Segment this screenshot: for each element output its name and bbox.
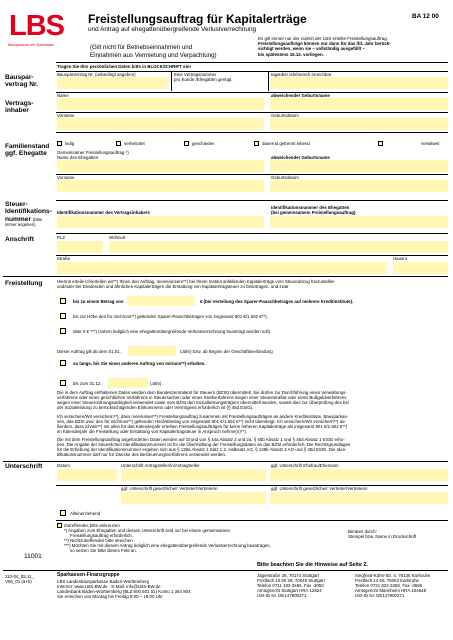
gilt-nicht-note bbox=[90, 44, 217, 61]
name-field[interactable] bbox=[57, 98, 264, 110]
checkbox-pauschbetrag[interactable] bbox=[60, 313, 66, 319]
bsv-label: Bausparvertrag Nr. (unbedingt angeben) bbox=[57, 72, 136, 77]
gemeinsamer-label bbox=[57, 150, 129, 160]
checkbox-alleinerziehend[interactable] bbox=[60, 510, 66, 516]
label-familienstand-1: Familienstand bbox=[5, 143, 50, 150]
gilt-nicht-line2: Einnahmen aus Vermietung und Verpachtung) bbox=[90, 52, 217, 60]
checkbox-bis-zum[interactable] bbox=[60, 380, 66, 386]
wohnort-label: Wohnort bbox=[109, 235, 126, 240]
label-vertragsinhaber-2: inhaber bbox=[5, 107, 29, 115]
footer-company-name: Sparkassen-Finanzgruppe bbox=[57, 572, 120, 578]
idnr-ehe-field[interactable] bbox=[270, 216, 448, 228]
abw-geburtsname2-field[interactable] bbox=[270, 160, 448, 172]
footnotes bbox=[64, 523, 284, 553]
footer-addr-3: Landesbank Baden-Württemberg (BLZ 600 501 01) Konto 1 364 804 bbox=[57, 588, 191, 594]
unt-ges2-label: ggf. Unterschrift gesetzliche/r Vertreter/Vertreterin bbox=[271, 486, 368, 491]
gilt-ab-label-b: (Jahr) bzw. ab Beginn der Geschäftsverbindung bbox=[180, 349, 273, 354]
footer-addr-4: Sie erreichen uns Montag bis Freitag 8:00 – 18:00 Uhr bbox=[57, 593, 163, 599]
checkbox-bis-betrag[interactable] bbox=[60, 298, 66, 304]
footer-ka-3: Telefon 0721 822-3456, Fax -3660 bbox=[355, 583, 423, 589]
idnr-inhaber-field[interactable] bbox=[57, 216, 264, 228]
datenschutz-text-2: ben. Die Angabe der steuerlichen Identifikationsnummer ist für die Übermittlung der Freistellungsdaten an das BZSt erforderlich. Die Rechtsgrundlagen bbox=[57, 442, 351, 448]
label-bausparvertrag bbox=[5, 74, 38, 89]
plz-field[interactable] bbox=[57, 241, 103, 253]
gemeinsamer-line1: Gemeinsamer Freistellungsauftrag *) bbox=[57, 150, 129, 155]
bzst-text-2: verfahrens oder eines gerichtlichen Verfahrens in Steuersachen oder eines Strafverfahrens wegen einer Steuerstraftat oder eines Bußgeldverfahrens bbox=[57, 395, 347, 401]
opt1-label-b: € (bei Verteilung des Sparer-Pauschbetrages auf mehrere Kreditinstitute). bbox=[200, 299, 354, 304]
abw-geburtsname-field[interactable] bbox=[270, 98, 448, 110]
strasse-field[interactable] bbox=[57, 262, 387, 274]
freistellung-text-1: Hiermit erteile ich/erteilen wir**) Ihnen den Auftrag, meine/unsere**) bei Ihrem Institut anfallenden Kapitalerträge vom Steuerabzug freizustellen bbox=[57, 279, 335, 284]
vorname2-field[interactable] bbox=[57, 180, 264, 192]
gilt-nicht-line1: (Gilt nicht für Betriebseinnahmen und bbox=[90, 44, 193, 51]
label-freistellung: Freistellung bbox=[5, 280, 43, 287]
section-rule bbox=[3, 461, 448, 462]
footnote-4: **) Nichtzutreffendes bitte streichen bbox=[64, 538, 133, 544]
footer-rule bbox=[3, 570, 448, 571]
unt-ges1-field[interactable] bbox=[121, 492, 266, 504]
label-vertragsinhaber bbox=[5, 100, 34, 115]
page-subtitle: und Antrag auf ehegattenübergreifende Verlustverrechnung bbox=[88, 26, 257, 33]
label-anschrift: Anschrift bbox=[5, 236, 34, 243]
footer-ka-4: Amtsgericht Mannheim HRA 104548 bbox=[355, 588, 427, 594]
versicherung-text-1: Ich versichere/Wir versichern**), dass mein/unser**) Freistellungsauftrag zusammen mit Freistellungsaufträgen an andere Kreditinstitute, Bausparkas- bbox=[57, 414, 349, 419]
freistellung-text-2: und/oder bei Dividenden und ähnlichen Kapitalerträgen die Erstattung von Kapitalertragsteuer zu beantragen, und zwar bbox=[57, 284, 289, 290]
row-rule bbox=[56, 485, 448, 486]
label-familienstand-2: ggf. Ehegatte bbox=[5, 150, 47, 158]
footer-st-1: Jägerstraße 36, 70174 Stuttgart bbox=[257, 573, 319, 578]
bzst-text bbox=[57, 390, 448, 410]
unt-ges1-label: ggf. Unterschrift gesetzliche/r Vertreter/Vertreterin bbox=[121, 486, 218, 491]
notice-line3: sichtigt werden, wenn sie – vollständig ausgefüllt – bbox=[258, 46, 365, 52]
geburtsdatum-label: Geburtsdatum bbox=[271, 113, 299, 118]
datenschutz-text bbox=[57, 437, 448, 457]
datenschutz-text-4: tifikationsnummer darf nur für Zwecke des Besteuerungsverfahrens verwendet werden. bbox=[57, 452, 227, 458]
checkbox-verheiratet[interactable] bbox=[116, 141, 121, 146]
footnote-1: Zutreffendes bitte ankreuzen bbox=[64, 523, 120, 528]
opt-verwitwet: verwitwet bbox=[421, 141, 440, 146]
betrag-field[interactable] bbox=[127, 296, 195, 306]
checkbox-so-lange[interactable] bbox=[60, 360, 66, 366]
beraten-line1: Beraten durch: bbox=[348, 529, 377, 534]
datum-label: Datum bbox=[57, 463, 70, 468]
eine-vertrag-label bbox=[174, 72, 233, 82]
checkbox-getrennt[interactable] bbox=[254, 141, 259, 146]
lbs-logo-mark bbox=[8, 8, 64, 42]
opt3-label: über 0 € ***) (sofern lediglich eine ehegattenübergreifende Verlustverrechnung beantragt werden soll). bbox=[73, 329, 272, 334]
label-steuerid bbox=[5, 201, 52, 227]
datum-field[interactable] bbox=[57, 469, 117, 481]
instruction-text: Tragen Sie Ihre persönlichen Daten bitte in BLOCKSCHRIFT ein! bbox=[57, 64, 191, 69]
bzst-text-1: Die in dem Auftrag enthaltenen Daten werden dem Bundeszentralamt für Steuern (BZSt) übermittelt. Sie dürfen zur Durchführung eines Verwaltungs- bbox=[57, 390, 347, 395]
row-rule bbox=[56, 174, 448, 175]
gilt-bis-year-field[interactable] bbox=[108, 378, 148, 388]
wohnort-field[interactable] bbox=[109, 241, 448, 253]
footer-st-4: Amtsgericht Stuttgart HRA 12824 bbox=[257, 588, 322, 594]
versicherung-text-3: ßerdem, dass ich/wir**) mit allen für das Kalenderjahr erteilten Freistellungsaufträgen für keine höheren Kapitalerträge als insgesamt 801 €/1.602 €**) bbox=[57, 424, 348, 430]
beraten-label bbox=[348, 529, 416, 539]
label-steuerid-5: immer angeben) bbox=[5, 221, 36, 227]
checkbox-null[interactable] bbox=[60, 328, 66, 334]
bsv-divider bbox=[171, 71, 172, 91]
label-steuerid-3: nummer bbox=[5, 215, 32, 223]
top-rule bbox=[56, 62, 448, 63]
abw-geburtsname2-label: abweichender Geburtsname bbox=[271, 155, 330, 160]
checkbox-geschieden[interactable] bbox=[184, 141, 189, 146]
bzst-text-4: der Sozialleistung zu berücksichtigenden Einkommens oder Vermögens erforderlich ist (§ 45d EStG). bbox=[57, 405, 254, 411]
abw-geburtsname-label: abweichender Geburtsname bbox=[271, 93, 330, 98]
label-bausparvertrag-1: Bauspar- bbox=[5, 74, 34, 81]
page-title: Freistellungsauftrag für Kapitalerträge bbox=[88, 12, 307, 26]
geburtsdatum-field[interactable] bbox=[270, 118, 448, 130]
version-line2: V06_01 (a+b) bbox=[5, 579, 32, 585]
version-line1: 110-04_05.11_ bbox=[5, 574, 34, 579]
unt-ges2-field[interactable] bbox=[270, 492, 448, 504]
row-rule bbox=[56, 92, 448, 93]
label-vertragsinhaber-1: Vertrags- bbox=[5, 100, 34, 107]
unt-ehe-label: ggf. Unterschrift Ehefrau/Ehemann bbox=[271, 463, 339, 468]
legend-checkbox bbox=[57, 523, 62, 528]
geburtsdatum2-field[interactable] bbox=[270, 180, 448, 192]
notice-line2: Freistellungsaufträge können nur dann für das lfd. Jahr berück- bbox=[258, 41, 391, 47]
opt1-label-a: bis zu einem Betrag von bbox=[73, 299, 124, 304]
datenschutz-text-1: Die mit dem Freistellungsauftrag angeforderten Daten werden auf Grund von § 44a Absatz 2 und 2a, § 45b Absatz 1 und § 45d Absatz 1 EStG erho- bbox=[57, 437, 345, 442]
footer-ka-1: Siegfried-Kühn-Str. 4, 76135 Karlsruhe bbox=[355, 573, 431, 578]
row-rule bbox=[56, 255, 448, 256]
footer-st-2: Postfach 10 60 28, 70049 Stuttgart bbox=[257, 578, 325, 584]
logo-subtitle: Bausparkasse der Sparkassen bbox=[8, 43, 55, 47]
version-code bbox=[5, 574, 34, 584]
footnote-6: so setzen Sie bitte dieses Feld an. bbox=[70, 548, 137, 554]
label-steuerid-1: Steuer- bbox=[5, 201, 28, 208]
bsv-number-field[interactable] bbox=[57, 77, 169, 89]
footer-ka-5: USt-ID Nr. DE147800271 bbox=[355, 593, 405, 599]
unt-ehe-field[interactable] bbox=[270, 469, 448, 481]
alleinerziehend-label: Alleinerziehend bbox=[70, 511, 101, 516]
footnote-5: ***) Möchten Sie mit diesem Antrag lediglich eine ehegattenübergreifende Verlustverrechnung beantragen, bbox=[64, 543, 271, 549]
tags-divider bbox=[268, 71, 269, 91]
footnote-2: *) Angaben zum Ehegatten und dessen Unterschrift sind nur bei einem gemeinsamen bbox=[64, 528, 230, 534]
footer-company bbox=[57, 573, 191, 599]
phone-label: tagsüber telefonisch erreichbar bbox=[271, 72, 332, 77]
hinweis-text: Bitte beachten Sie die Hinweise auf Seite 2. bbox=[257, 562, 368, 568]
eine-vertrag-line2: pro Kunde /Ehegatten genügt. bbox=[174, 77, 233, 83]
datenschutz-text-3: für die Erhebung der Identifikationsnummer ergeben sich aus § 139a Absatz 1 Satz 1 2. Halbsatz AO, § 139b Absatz 2 AO und § 45d EStG. Die Iden- bbox=[57, 447, 347, 453]
gemeinsamer-line2: Name des Ehegatten bbox=[57, 155, 99, 161]
gilt-bis-label-b: (Jahr). bbox=[150, 381, 163, 386]
footer-karlsruhe bbox=[355, 573, 430, 598]
footer-ka-2: Postfach 14 60, 76003 Karlsruhe bbox=[355, 578, 419, 584]
notice-box bbox=[258, 36, 448, 57]
row-rule bbox=[56, 112, 448, 113]
ehegatte-name-field[interactable] bbox=[57, 160, 264, 172]
gilt-ab-label-a: Dieser Auftrag gilt ab dem 01.01. bbox=[57, 349, 121, 354]
lbs-logo bbox=[8, 8, 64, 50]
opt2-label: bis zur Höhe des für mich/uns**) geltenden Sparer-Pauschbetrages von insgesamt 801 €/1.602 €**). bbox=[73, 314, 268, 319]
opt-verheiratet: verheiratet bbox=[124, 141, 145, 146]
gilt-ab-year-field[interactable] bbox=[128, 346, 176, 356]
unt-inhaber-field[interactable] bbox=[121, 469, 266, 481]
footer-stuttgart bbox=[257, 573, 325, 598]
svg-text:LBS: LBS bbox=[9, 10, 64, 42]
opt-geschieden: geschieden bbox=[192, 141, 215, 146]
freistellung-text bbox=[57, 279, 448, 289]
footer-addr-1: LBS Landesbausparkasse Baden-Württemberg bbox=[57, 578, 150, 584]
versicherung-text-2: sen, das BZSt usw. den für mich/uns**) geltenden Höchstbetrag von insgesamt 801 €/1.602 €**) nicht übersteigt. Ich versichere/Wir versichern**) au- bbox=[57, 419, 346, 425]
checkbox-verwitwet[interactable] bbox=[378, 141, 383, 146]
label-steuerid-4: (bitte bbox=[32, 216, 43, 222]
plz-label: PLZ bbox=[57, 235, 66, 240]
beraten-line2: Stempel bzw. Name in Druckschrift bbox=[348, 534, 417, 540]
hausnr-field[interactable] bbox=[393, 262, 448, 274]
vorname-field[interactable] bbox=[57, 118, 264, 130]
idnr-inhaber-label: Identifikationsnummer des Vertragsinhabers bbox=[57, 210, 150, 215]
label-bausparvertrag-2: vertrag Nr. bbox=[5, 81, 38, 89]
gilt-bis-label-a: bis zum 31.12. bbox=[73, 381, 102, 386]
row-rule bbox=[56, 132, 448, 133]
notice-line1: Es gilt immer nur der zuletzt der LBS erteilte Freistellungsauftrag. bbox=[258, 36, 389, 41]
form-number: BA 12 00 bbox=[412, 13, 439, 20]
code-label: 11001 bbox=[24, 553, 42, 560]
opt-getrennt: dauernd getrennt lebend bbox=[262, 141, 310, 146]
idnr-ehe-label bbox=[271, 205, 355, 215]
name-label: Name bbox=[57, 93, 69, 98]
versicherung-text-4: im Kalenderjahr die Freistellung oder Erstattung von Kapitalertragsteuer in Anspruch nehme(n)**). bbox=[57, 429, 247, 435]
footer-st-3: Telefon 0711 183-3456, Fax -3050 bbox=[257, 583, 324, 589]
versicherung-text bbox=[57, 414, 448, 434]
phone-field[interactable] bbox=[270, 77, 448, 89]
idnr-ehe-line2: (bei gemeinsamem Freistellungsauftrag) bbox=[271, 210, 356, 216]
notice-line4: bis spätestens 15.12. vorliegen. bbox=[258, 51, 324, 57]
footnote-3: Freistellungsauftrag erforderlich. bbox=[70, 533, 133, 539]
label-familienstand bbox=[5, 143, 49, 158]
label-unterschrift: Unterschrift bbox=[5, 463, 43, 470]
opt-ledig: ledig bbox=[65, 141, 75, 146]
label-steuerid-2: Identifikations- bbox=[5, 208, 52, 216]
row-rule bbox=[56, 200, 448, 201]
footer-st-5: USt-ID Nr. DE147800271 bbox=[257, 593, 307, 599]
vorname2-label: Vorname bbox=[57, 175, 75, 180]
strasse-label: Straße bbox=[57, 256, 71, 261]
unt-inhaber-label: Unterschrift Antragsteller/in/Antragsteller bbox=[121, 463, 200, 468]
idnr-ehe-line1: Identifikationsnummer des Ehegatten bbox=[271, 205, 350, 210]
row-rule bbox=[56, 233, 448, 234]
eine-vertrag-line1: Eine Vertragsnummer bbox=[174, 72, 217, 77]
row-rule bbox=[56, 520, 448, 521]
geburtsdatum2-label: Geburtsdatum bbox=[271, 175, 299, 180]
section-rule bbox=[3, 276, 448, 277]
bzst-text-3: wegen einer Steuerordnungswidrigkeit verwendet sowie vom BZSt den Sozialleistungsträgern übermittelt werden, soweit dies zur Überprüfung des bei bbox=[57, 400, 349, 406]
gilt-lange-label: so lange, bis Sie einen anderen Auftrag von mir/uns**) erhalten. bbox=[73, 361, 206, 366]
footer-addr-2: Internet: www.LBS-BW.de · E-Mail: info@LBS-BW.de bbox=[57, 583, 161, 589]
checkbox-ledig[interactable] bbox=[57, 141, 62, 146]
hausnr-label: Hausnr. bbox=[393, 256, 409, 261]
vorname-label: Vorname bbox=[57, 113, 75, 118]
